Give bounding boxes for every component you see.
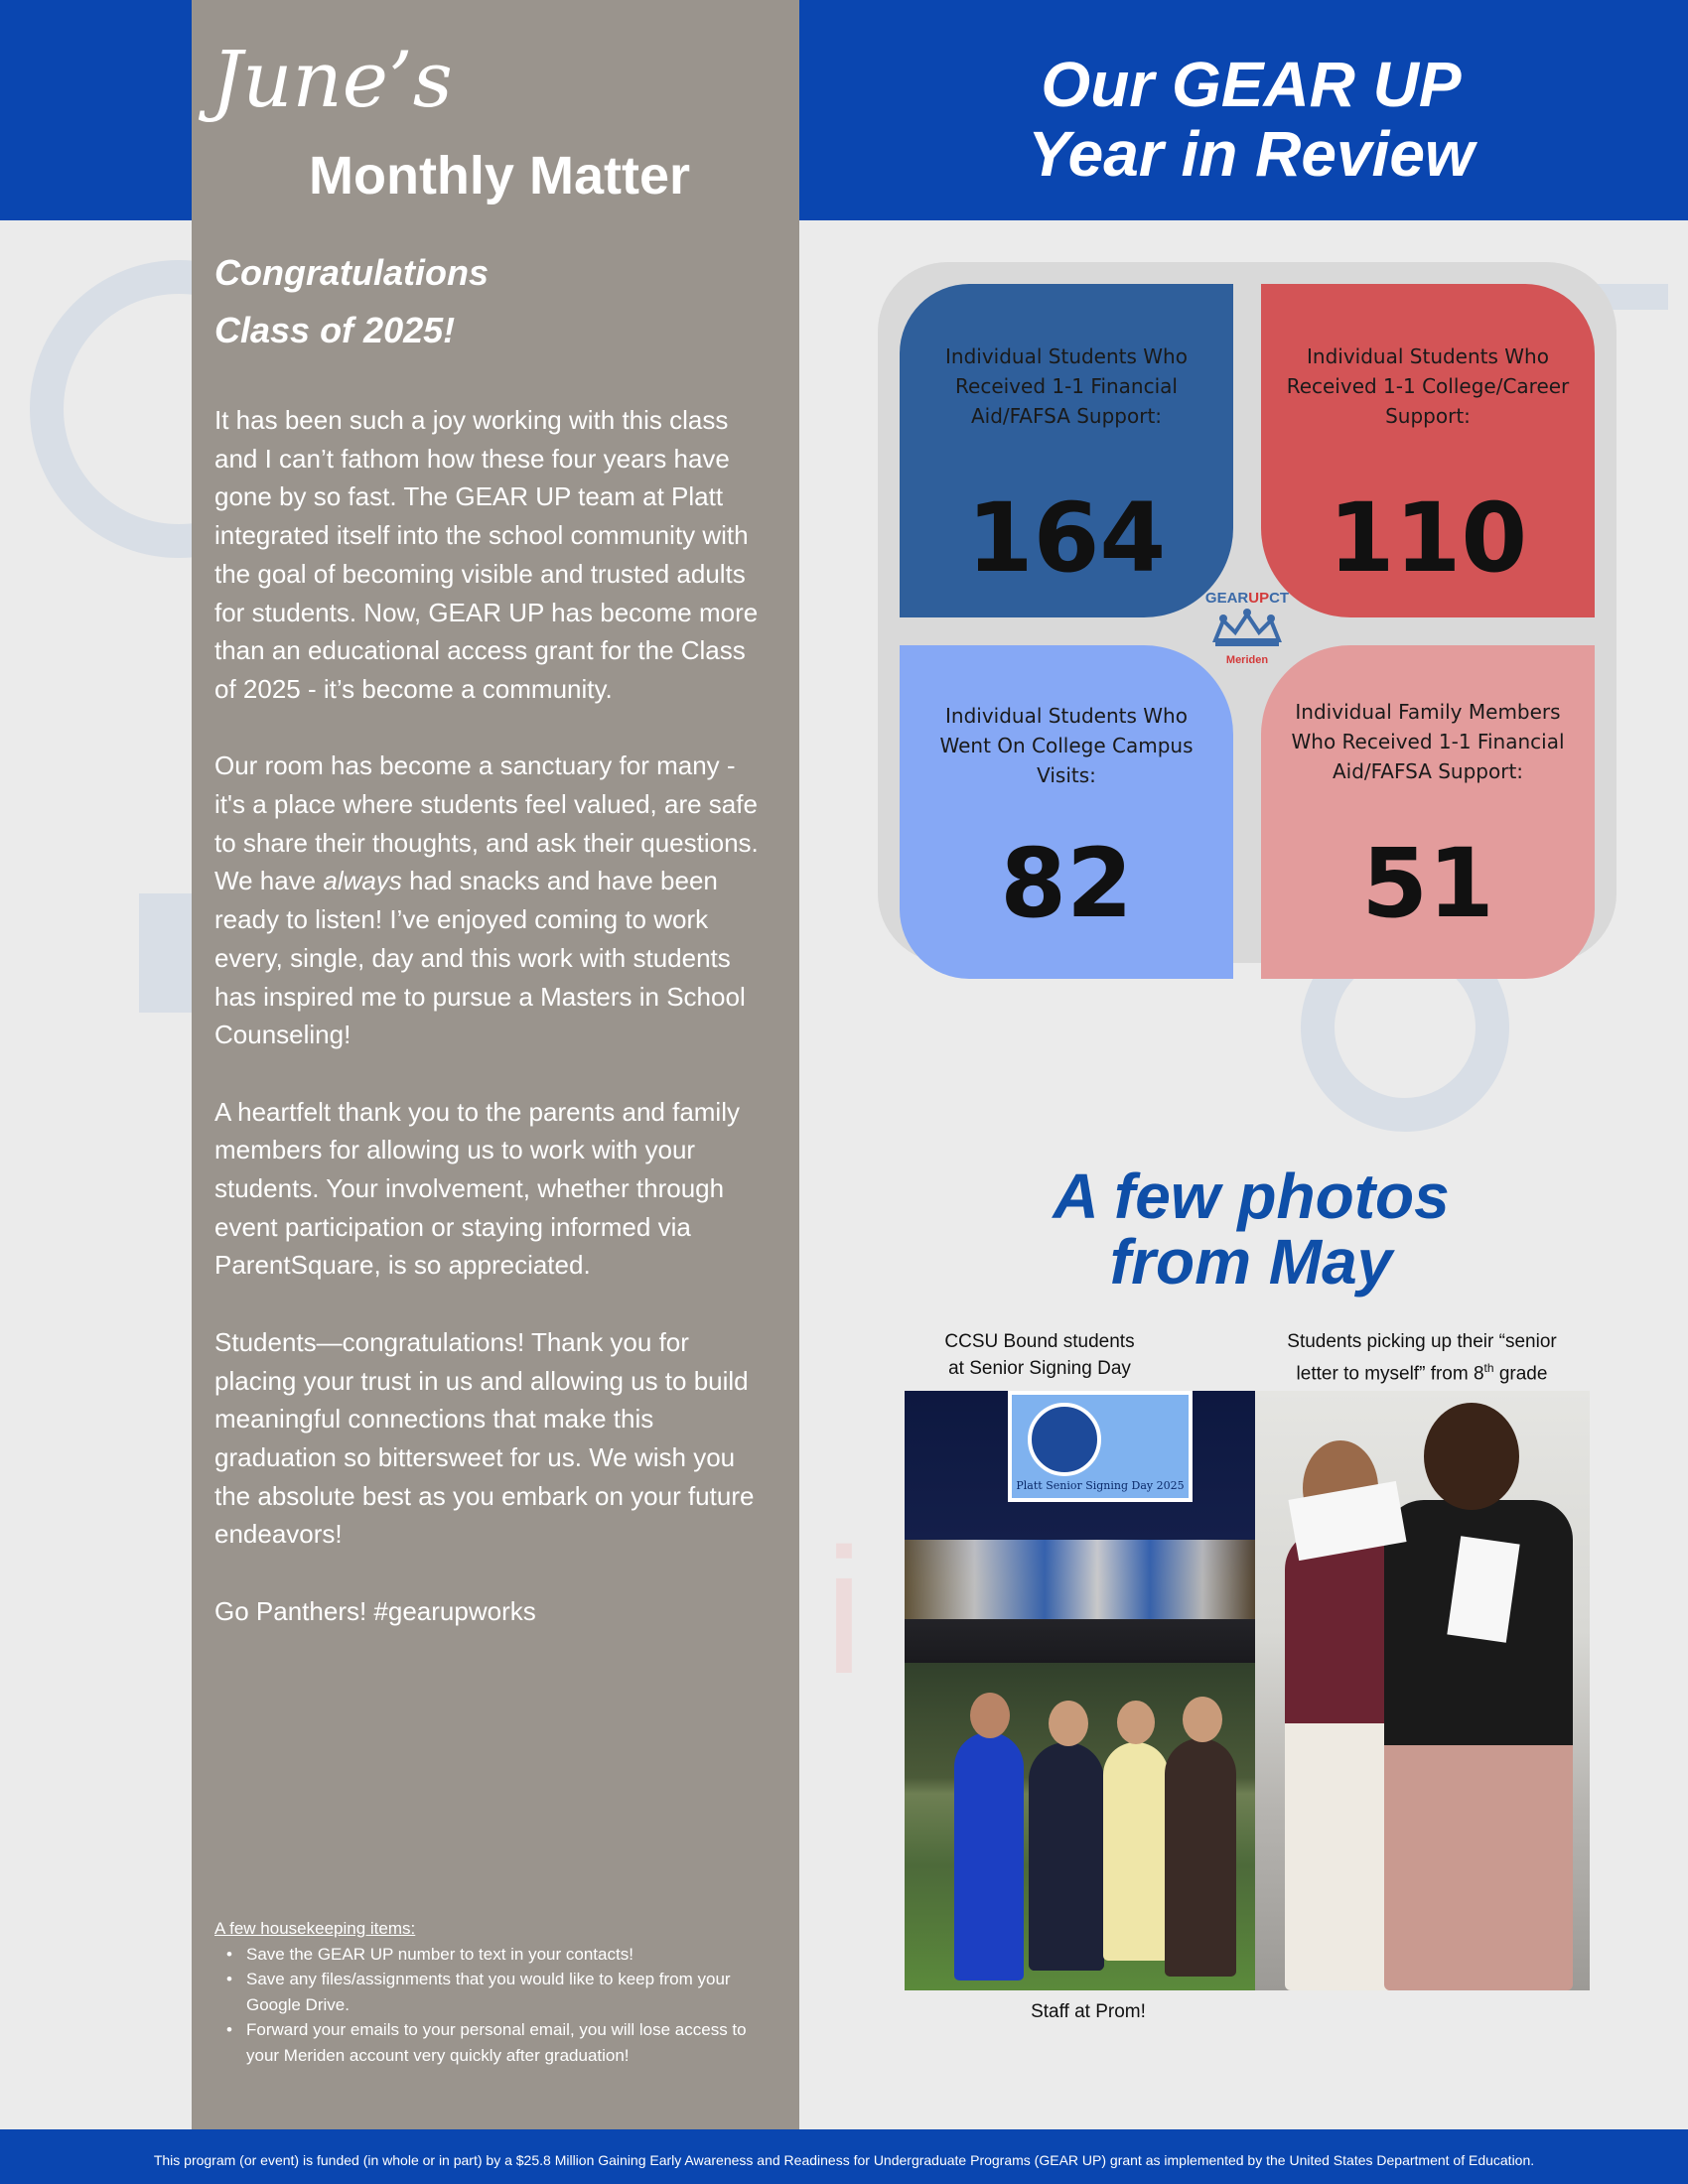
congrats-line2: Class of 2025! [214,310,456,350]
caption-line: Students picking up their “senior [1287,1331,1557,1352]
caption-line: at Senior Signing Day [948,1358,1131,1379]
photo-caption-senior-letter [1253,1328,1591,1387]
paragraph: A heartfelt thank you to the parents and family members for allowing us to work with your students. Your involvement, whether through event participation or staying informed via ParentSquare, is so appreciated. [214,1096,740,1281]
watermark-cap-shape [139,893,199,1013]
list-item: • Save the GEAR UP number to text in your contacts! [222,1942,751,1968]
stats-card [878,262,1617,963]
photos-heading [854,1160,1648,1297]
stat-value: 51 [1361,828,1494,939]
newsletter-title: Monthly Matter [309,146,690,205]
person-head [1424,1403,1519,1510]
stat-financial-aid-students [900,284,1233,617]
congrats-heading [214,244,771,359]
logo-subtitle: Meriden [1225,654,1269,666]
stat-value: 164 [966,482,1167,594]
paragraph [214,747,771,1054]
watermark-letter-shape: i [824,1512,864,1711]
page-title [854,50,1648,189]
stat-label: Individual Family Members Who Received 1-1 Financial Aid/FAFSA Support: [1291,700,1565,783]
housekeeping-title: A few housekeeping items: [214,1919,416,1938]
person-figure [1029,1742,1104,1971]
crown-icon [1207,607,1287,650]
stat-family-financial-aid [1261,645,1595,979]
stat-label: Individual Students Who Received 1-1 College/Career Support: [1286,344,1570,428]
caption-superscript: th [1483,1361,1494,1375]
person-figure [1103,1742,1169,1961]
person-head [1183,1697,1222,1742]
congrats-line1: Congratulations [214,252,489,293]
logo-text-ct: CT [1269,590,1290,607]
photo-senior-letters [1255,1391,1590,1990]
photo-caption-signing-day [894,1328,1186,1382]
seal-icon [1028,1403,1101,1476]
paragraph-text: Our room has become a sanctuary for many - it's a place where students feel valued, are safe to share their thoughts, and ask their questions. We have [214,751,759,896]
paragraph: Go Panthers! #gearupworks [214,1595,536,1626]
title-line1: Our GEAR UP [1041,49,1462,120]
caption-line [1253,1355,1591,1387]
photo-staff-at-prom [905,1663,1255,1990]
stat-campus-visits [900,645,1233,979]
person-head [1049,1701,1088,1746]
list-item: • Save any files/assignments that you would like to keep from your Google Drive. [222,1967,751,2017]
housekeeping-list [222,1942,751,2069]
letter-body [214,401,771,1669]
caption-text: grade [1493,1363,1548,1385]
gearup-logo [1196,590,1299,666]
person-figure [1165,1738,1236,1977]
person-head [970,1693,1010,1738]
housekeeping-section [214,1916,751,2068]
list-item: • Forward your emails to your personal email, you will lose access to your Meriden account very quickly after graduation! [222,2017,751,2068]
photos-heading-line1: A few photos [1053,1160,1450,1232]
person-head [1117,1701,1155,1744]
photo-caption-prom: Staff at Prom! [1031,2001,1146,2022]
students-row [905,1540,1255,1619]
photo-senior-signing-day [905,1391,1255,1663]
funding-disclaimer: This program (or event) is funded (in whole or in part) by a $25.8 Million Gaining Early Awareness and Readiness for Undergraduate Programs (GEAR UP) grant as implemented by the United States Department of Education. [153,2152,1535,2168]
paragraph: It has been such a joy working with this class and I can’t fathom how these four years have gone by so fast. The GEAR UP team at Platt integrated itself into the school community with the goal of becoming visible and trusted adults for students. Now, GEAR UP has become more than an educational access grant for the Class of 2025 - it’s become a community. [214,405,759,704]
left-column [192,0,799,2129]
caption-text: letter to myself” from 8 [1296,1363,1484,1385]
stat-value: 82 [1000,828,1133,939]
stat-college-career-students [1261,284,1595,617]
paragraph-text: had snacks and have been ready to listen! I’ve enjoyed coming to work every, single, day and this work with students has inspired me to pursue a Masters in School Counseling! [214,866,746,1050]
logo-text-up: UP [1248,590,1270,607]
projector-screen [1008,1391,1193,1502]
screen-caption: Platt Senior Signing Day 2025 [1016,1479,1185,1492]
stat-value: 110 [1328,482,1528,594]
emphasis-text: always [323,866,402,896]
stat-label: Individual Students Who Went On College Campus Visits: [939,704,1194,787]
paragraph: Students—congratulations! Thank you for placing your trust in us and allowing us to build meaningful connections that make this graduation so bittersweet for us. We wish you the absolute best as you embark on your future endeavors! [214,1326,755,1550]
person-figure [954,1732,1024,1980]
logo-text-gear: GEAR [1204,590,1249,607]
month-title: June’s [211,36,453,125]
photos-heading-line2: from May [1109,1226,1393,1297]
caption-line: CCSU Bound students [944,1331,1135,1352]
logo-text [1196,590,1299,607]
stat-label: Individual Students Who Received 1-1 Financial Aid/FAFSA Support: [945,344,1188,428]
title-line2: Year in Review [1028,118,1475,190]
